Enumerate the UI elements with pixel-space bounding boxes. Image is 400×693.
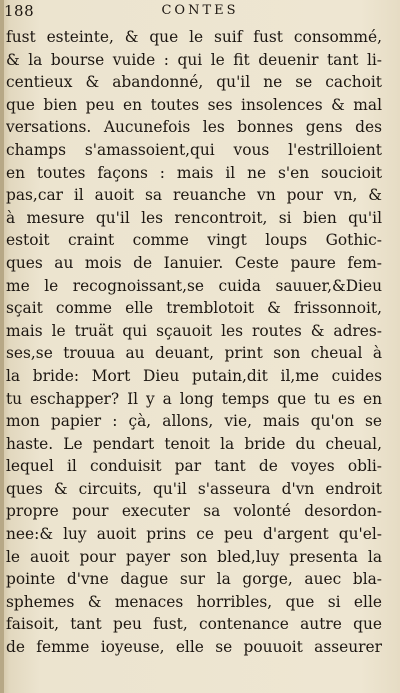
text-line: champs s'amassoient,qui vous l'estrilloient bbox=[6, 140, 382, 159]
running-head: CONTES bbox=[161, 3, 239, 18]
text-line: ques & circuits, qu'il s'asseura d'vn endroit bbox=[6, 479, 382, 498]
text-line: en toutes façons : mais il ne s'en soucioit bbox=[6, 163, 382, 182]
text-line: que bien peu en toutes ses insolences & mal bbox=[6, 95, 382, 114]
text-line: & la bourse vuide : qui le fit deuenir tant li- bbox=[6, 50, 382, 69]
text-line: le auoit pour payer son bled,luy presenta la bbox=[6, 547, 382, 566]
text-line: estoit craint comme vingt loups Gothic- bbox=[6, 231, 382, 250]
text-line: me le recognoissant,se cuida sauuer,&Dieu bbox=[6, 276, 382, 295]
text-line: sçait comme elle tremblotoit & frissonnoit, bbox=[6, 299, 382, 318]
text-line: fust esteinte, & que le suif fust consommé, bbox=[6, 28, 382, 46]
text-line: lequel il conduisit par tant de voyes obli- bbox=[6, 457, 382, 476]
text-line: mais le truät qui sçauoit les routes & adres- bbox=[6, 321, 382, 340]
text-line: à mesure qu'il les rencontroit, si bien qu'il bbox=[6, 208, 382, 227]
page-gutter-edge bbox=[0, 0, 4, 693]
text-line: de femme ioyeuse, elle se pouuoit asseurer bbox=[6, 638, 382, 657]
text-line: mon papier : çà, allons, vie, mais qu'on se bbox=[6, 412, 382, 431]
text-line: faisoit, tant peu fust, contenance autre que bbox=[6, 615, 382, 634]
text-line: tu eschapper? Il y a long temps que tu es en bbox=[6, 389, 382, 408]
text-line: la bride: Mort Dieu putain,dit il,me cuides bbox=[6, 366, 382, 385]
text-line: pointe d'vne dague sur la gorge, auec bla- bbox=[6, 570, 382, 589]
text-line: haste. Le pendart tenoit la bride du cheual, bbox=[6, 434, 382, 453]
text-line: versations. Aucunefois les bonnes gens des bbox=[6, 118, 382, 137]
page-number: 188 bbox=[4, 2, 35, 20]
text-line: pas,car il auoit sa reuanche vn pour vn, & bbox=[6, 186, 382, 205]
text-line: propre pour executer sa volonté desordon- bbox=[6, 502, 382, 521]
body-text bbox=[6, 26, 382, 659]
text-line: nee:& luy auoit prins ce peu d'argent qu'el- bbox=[6, 525, 382, 544]
text-line: centieux & abandonné, qu'il ne se cachoit bbox=[6, 73, 382, 92]
text-line: sphemes & menaces horribles, que si elle bbox=[6, 592, 382, 611]
text-line: ques au mois de Ianuier. Ceste paure fem- bbox=[6, 253, 382, 272]
text-line: ses,se trouua au deuant, print son cheual à bbox=[6, 344, 382, 363]
page-header bbox=[0, 2, 400, 22]
